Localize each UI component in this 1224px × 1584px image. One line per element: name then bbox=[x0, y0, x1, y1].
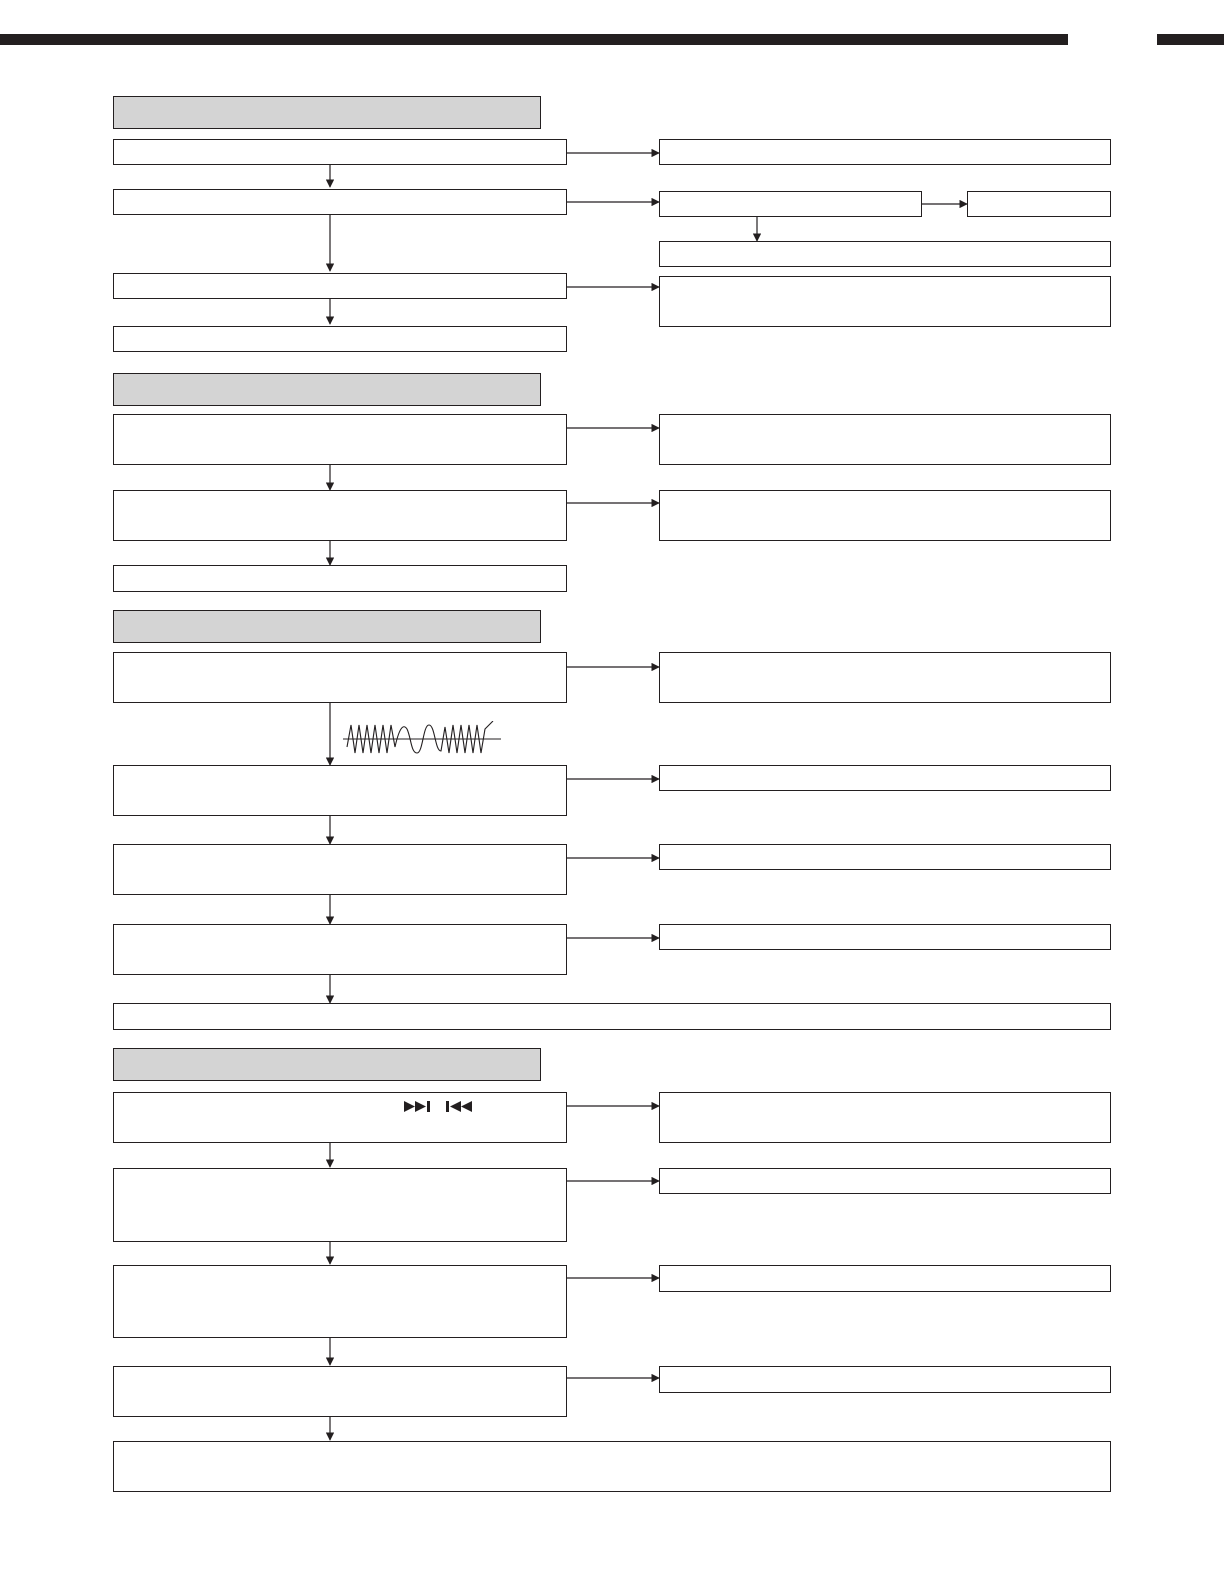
flow-result bbox=[659, 1168, 1111, 1194]
flow-step bbox=[113, 139, 567, 165]
flow-result bbox=[659, 241, 1111, 267]
sine-burst-waveform-icon bbox=[343, 721, 503, 757]
flow-result bbox=[659, 1366, 1111, 1393]
flow-step bbox=[113, 1092, 567, 1143]
flow-step bbox=[113, 1168, 567, 1242]
flow-step bbox=[113, 490, 567, 541]
flow-result bbox=[659, 1092, 1111, 1143]
flow-step bbox=[113, 1366, 567, 1417]
flow-result bbox=[659, 139, 1111, 165]
section-header bbox=[113, 1048, 541, 1081]
flow-result bbox=[659, 414, 1111, 465]
skip-forward-icon bbox=[404, 1100, 434, 1113]
flow-result bbox=[659, 652, 1111, 703]
flow-step bbox=[113, 844, 567, 895]
flow-result bbox=[659, 924, 1111, 950]
flow-result bbox=[967, 191, 1111, 217]
flow-step bbox=[113, 924, 567, 975]
flow-step bbox=[113, 326, 567, 352]
flow-step bbox=[113, 765, 567, 816]
skip-back-icon bbox=[446, 1100, 476, 1113]
flow-step bbox=[113, 565, 567, 592]
flow-conclusion bbox=[113, 1003, 1111, 1030]
flow-step bbox=[113, 652, 567, 703]
flow-result bbox=[659, 276, 1111, 327]
flow-result bbox=[659, 765, 1111, 791]
flow-step bbox=[113, 1265, 567, 1338]
flow-result bbox=[659, 490, 1111, 541]
flow-step bbox=[113, 414, 567, 465]
section-header bbox=[113, 96, 541, 129]
flow-step bbox=[113, 189, 567, 215]
section-header bbox=[113, 373, 541, 406]
flow-result bbox=[659, 844, 1111, 870]
flow-conclusion bbox=[113, 1441, 1111, 1492]
flow-result bbox=[659, 191, 922, 217]
section-header bbox=[113, 610, 541, 643]
flow-step bbox=[113, 273, 567, 299]
flow-result bbox=[659, 1265, 1111, 1292]
